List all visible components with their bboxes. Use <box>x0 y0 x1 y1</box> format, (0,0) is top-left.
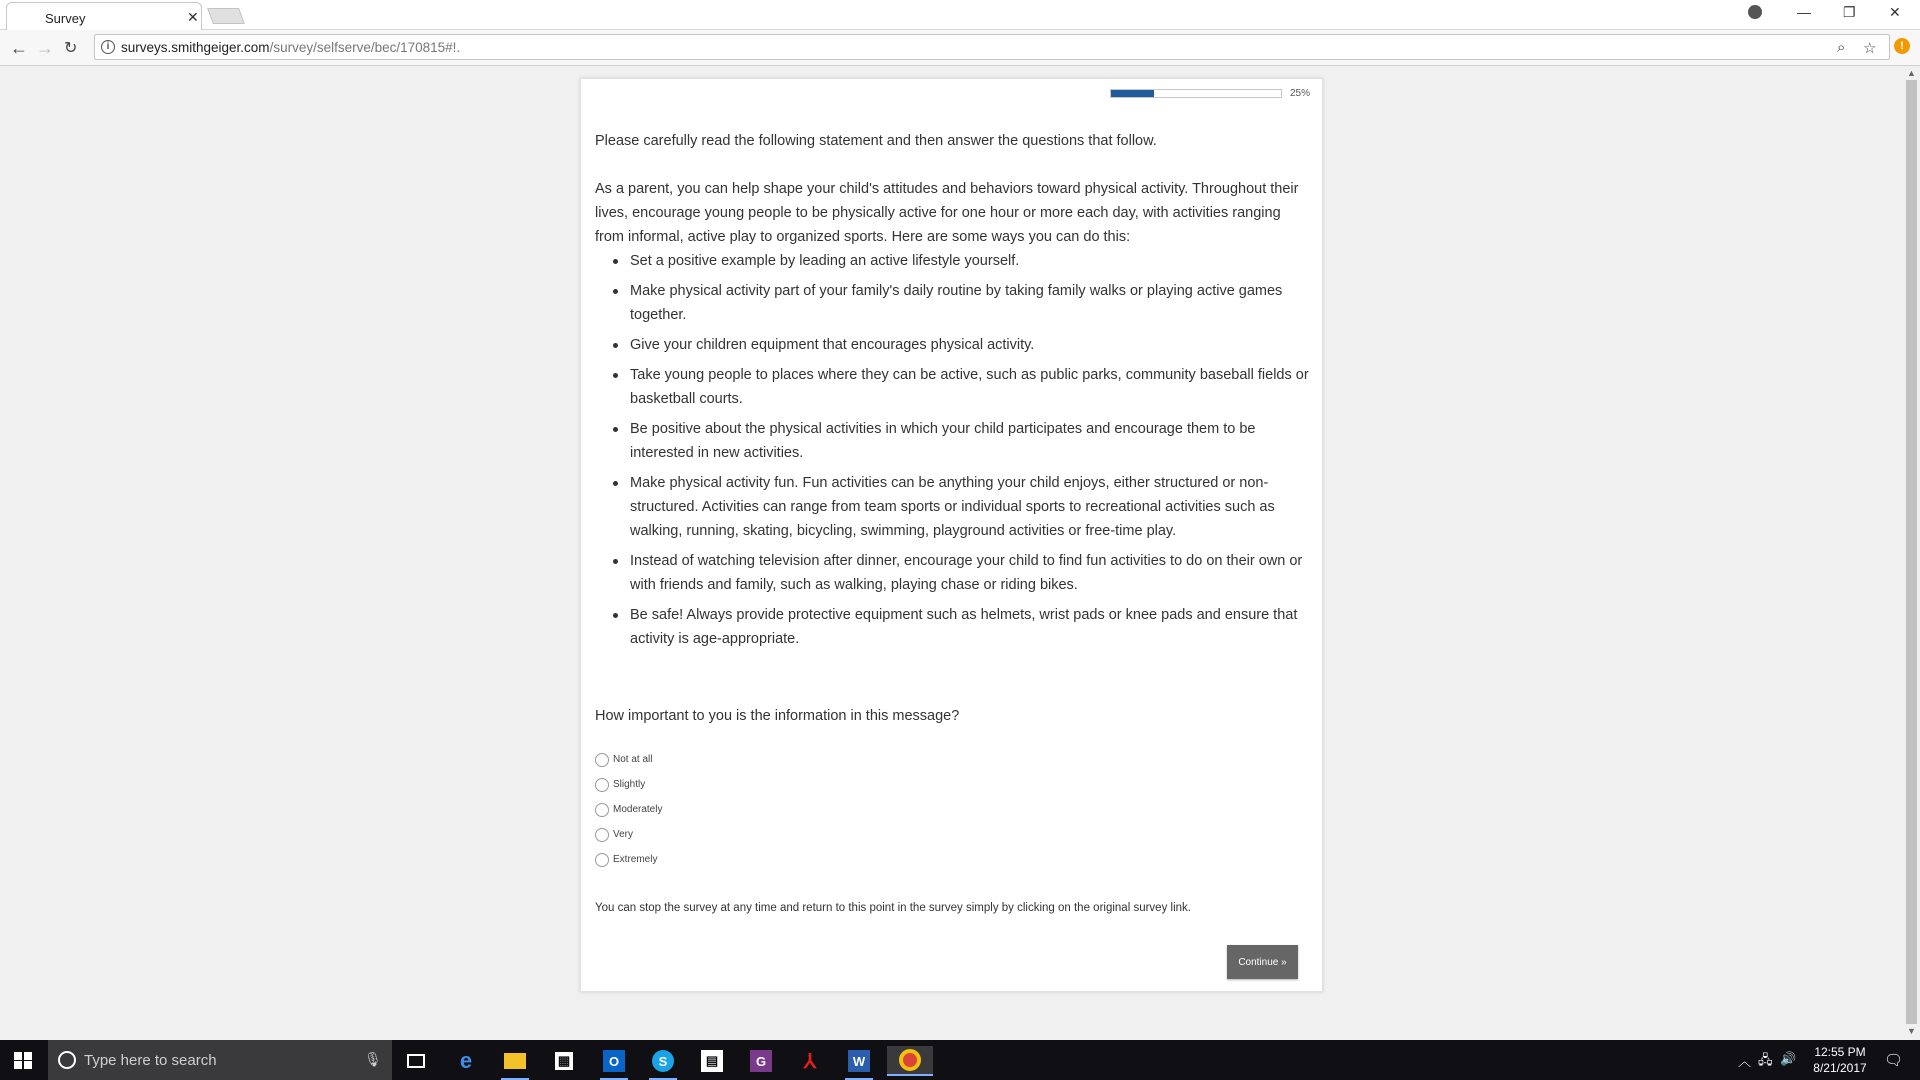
skype-icon[interactable]: S <box>643 1046 683 1076</box>
option-moderately[interactable] <box>595 797 662 822</box>
question-text: How important to you is the information in this message? <box>595 708 960 724</box>
acrobat-icon[interactable]: ⅄ <box>803 1050 817 1073</box>
progress-bar <box>1110 89 1282 98</box>
minimize-button[interactable]: — <box>1797 4 1811 20</box>
list-item: Take young people to places where they can be active, such as public parks, community baseball fields or basketball courts. <box>595 363 1311 411</box>
task-view-icon[interactable] <box>396 1046 436 1076</box>
restore-button[interactable]: ❐ <box>1843 4 1856 20</box>
tips-list <box>595 249 1311 657</box>
list-item: Instead of watching television after dinner, encourage your child to find fun activities to do on their own or with friends and family, such as walking, playing chase or riding bikes. <box>595 549 1311 597</box>
importance-options <box>595 747 662 872</box>
show-hidden-icons-icon[interactable]: ︿ <box>1738 1054 1752 1069</box>
option-label[interactable]: Slightly <box>613 779 646 790</box>
omnibox[interactable] <box>94 34 1890 60</box>
progress-fill <box>1111 90 1154 97</box>
reload-icon[interactable]: ↻ <box>64 40 78 57</box>
clock-time: 12:55 PM <box>1814 1045 1866 1059</box>
new-tab-button[interactable] <box>207 8 245 24</box>
tab-close-icon[interactable]: ✕ <box>187 9 199 25</box>
info-icon[interactable]: i <box>101 40 115 54</box>
radio-not-at-all[interactable] <box>595 753 609 767</box>
statement-paragraph: As a parent, you can help shape your child's attitudes and behaviors toward physical activity. Throughout their lives, encourage young people to be physically active for one hour or more each day, with activities ranging from informal, active play to organized sports. Here are some ways you can do this: <box>595 181 1299 245</box>
taskbar-search[interactable] <box>48 1040 392 1080</box>
extension-alert-icon[interactable]: ! <box>1894 38 1910 54</box>
file-explorer-icon[interactable] <box>495 1046 535 1076</box>
vertical-scrollbar[interactable] <box>1903 66 1920 1040</box>
tab-title: Survey <box>45 11 86 26</box>
clock-date: 8/21/2017 <box>1813 1061 1867 1075</box>
url-text[interactable] <box>121 40 460 55</box>
list-item: Make physical activity fun. Fun activities can be anything your child enjoys, either structured or non-structured. Activities can range from team sports or individual sports to recreational activities such as walking, running, skating, bicycling, swimming, playground activities or free-time play. <box>595 471 1311 543</box>
windows-start-icon[interactable] <box>14 1052 32 1069</box>
search-placeholder[interactable]: Type here to search <box>84 1052 217 1069</box>
calculator-icon[interactable]: ▤ <box>692 1046 732 1076</box>
cortana-icon[interactable] <box>58 1051 76 1069</box>
list-item: Give your children equipment that encourages physical activity. <box>595 333 1311 357</box>
list-item: Be safe! Always provide protective equipment such as helmets, wrist pads or knee pads and ensure that activity is age-appropriate. <box>595 603 1311 651</box>
survey-card <box>580 78 1323 992</box>
zoom-icon[interactable]: ⌕ <box>1837 39 1846 56</box>
profile-icon[interactable] <box>1748 5 1762 19</box>
chrome-icon[interactable] <box>887 1046 933 1076</box>
option-extremely[interactable] <box>595 847 662 872</box>
radio-moderately[interactable] <box>595 803 609 817</box>
close-window-button[interactable]: ✕ <box>1889 4 1901 20</box>
tab-bar <box>0 0 1920 30</box>
windows-taskbar <box>0 1040 1920 1080</box>
volume-icon[interactable]: 🔊 <box>1780 1051 1797 1066</box>
url-host: surveys.smithgeiger.com <box>121 40 270 55</box>
scroll-down-icon[interactable]: ▼ <box>1907 1026 1916 1036</box>
footnote-text: You can stop the survey at any time and return to this point in the survey simply by clicking on the original survey link. <box>595 902 1191 914</box>
pdf-tool-icon[interactable]: G <box>741 1046 781 1076</box>
radio-slightly[interactable] <box>595 778 609 792</box>
bookmark-star-icon[interactable]: ☆ <box>1863 40 1877 57</box>
taskbar-clock[interactable] <box>1800 1044 1880 1076</box>
scroll-up-icon[interactable]: ▲ <box>1907 68 1916 78</box>
tab-survey[interactable] <box>6 2 202 30</box>
microphone-icon[interactable]: 🎙 <box>364 1051 382 1067</box>
option-label[interactable]: Very <box>613 829 634 840</box>
option-label[interactable]: Extremely <box>613 854 658 865</box>
outlook-icon[interactable]: O <box>594 1046 634 1076</box>
continue-button[interactable]: Continue » <box>1227 945 1298 979</box>
option-not-at-all[interactable] <box>595 747 662 772</box>
page-viewport <box>0 66 1920 1040</box>
url-path: /survey/selfserve/bec/170815#!. <box>269 40 461 55</box>
intro-text: Please carefully read the following statement and then answer the questions that follow. <box>595 133 1157 149</box>
list-item: Be positive about the physical activities in which your child participates and encourage them to be interested in new activities. <box>595 417 1311 465</box>
option-slightly[interactable] <box>595 772 662 797</box>
list-item: Make physical activity part of your family's daily routine by taking family walks or playing active games together. <box>595 279 1311 327</box>
progress-label: 25% <box>1290 88 1311 99</box>
back-arrow-icon[interactable]: ← <box>10 38 28 58</box>
option-label[interactable]: Moderately <box>613 804 663 815</box>
radio-extremely[interactable] <box>595 853 609 867</box>
list-item: Set a positive example by leading an active lifestyle yourself. <box>595 249 1311 273</box>
forward-arrow-icon[interactable]: → <box>36 38 54 58</box>
word-icon[interactable]: W <box>839 1046 879 1076</box>
edge-icon[interactable]: e <box>459 1048 473 1073</box>
network-icon[interactable]: 🖧 <box>1758 1052 1773 1067</box>
option-very[interactable] <box>595 822 662 847</box>
option-label[interactable]: Not at all <box>613 754 653 765</box>
scroll-thumb[interactable] <box>1906 80 1917 1024</box>
address-bar <box>0 30 1920 66</box>
store-icon[interactable]: ▦ <box>544 1046 584 1076</box>
action-center-icon[interactable]: 🗨 <box>1884 1052 1904 1069</box>
radio-very[interactable] <box>595 828 609 842</box>
